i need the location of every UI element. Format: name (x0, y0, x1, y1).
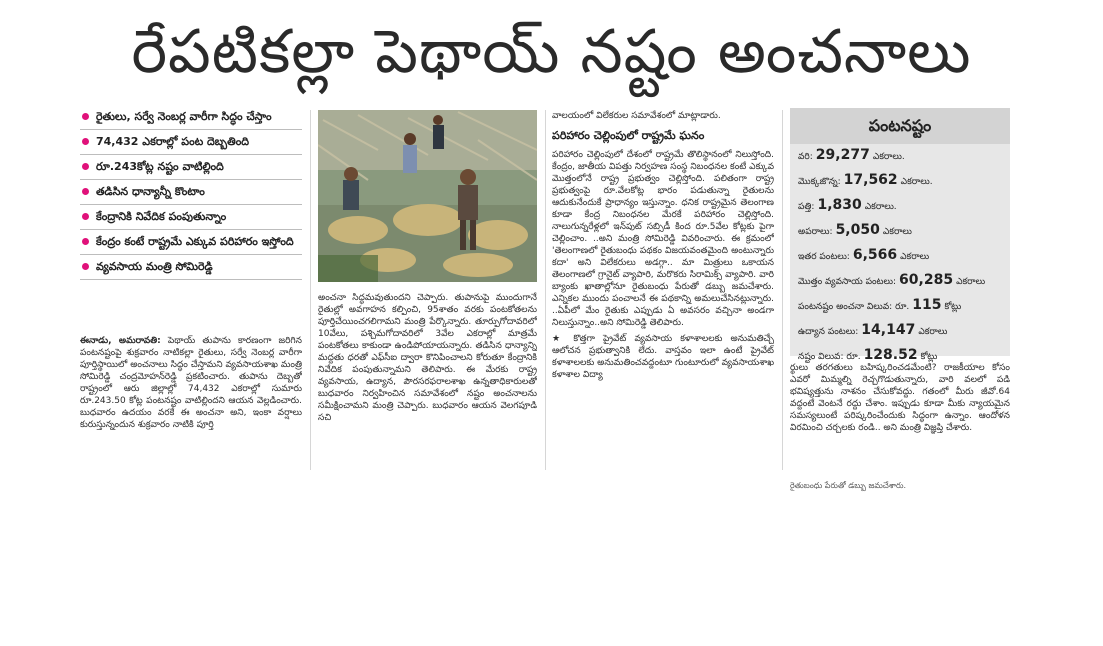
loss-unit: ఎకరాలు (918, 327, 948, 337)
loss-label: వరి: (798, 152, 813, 162)
highlight-text: తడిసిన ధాన్యాన్నీ కొంటాం (96, 185, 205, 198)
loss-row (790, 169, 1010, 194)
news-photo (318, 110, 537, 282)
column-footer-text: రైతుబంధు పేరుతో డబ్బు జమచేశారు. (790, 481, 907, 490)
subheading: పరిహారం చెల్లింపులో రాష్ట్రమే ఘనం (552, 129, 705, 142)
loss-label: పంటనష్టం అంచనా విలువ: రూ. (798, 302, 910, 312)
loss-unit: ఎకరాలు. (872, 152, 905, 162)
highlight-text: కేంద్రానికి నివేదిక పంపుతున్నాం (96, 210, 227, 223)
highlight-item (80, 230, 302, 255)
highlight-item (80, 180, 302, 205)
loss-label: మొక్కజొన్న: (798, 177, 841, 187)
column-divider (310, 110, 311, 470)
loss-row (790, 319, 1010, 344)
article-column-4: ర్థులు తరగతులు బహిష్కరించడమేంటి? రాజకీయాల కోసం ఎవరో మిమ్మల్ని రెచ్చగొడుతున్నారు, వారి వలలో పడి భవిష్యత్తును నాశనం చేసుకోవద్దు. గతంలో మీరు జీవో.64 వద్దంటే వెంటనే రద్దు చేశాం. ఇప్పుడు కూడా మీకు న్యాయమైన సమస్యలుంటే పరిష్కరించేందుకు సిద్ధంగా ఉన్నాం. ఆందోళన విరమించి చర్చలకు రండి.. అని మంత్రి విజ్ఞప్తి చేశారు. (790, 363, 1010, 433)
loss-label: నష్టం విలువ: రూ. (798, 352, 861, 362)
highlight-item (80, 105, 302, 130)
bullet-icon (82, 113, 89, 120)
loss-value: 29,277 (815, 147, 870, 163)
bullet-icon (82, 263, 89, 270)
loss-label: మొత్తం వ్యవసాయ పంటలు: (798, 277, 897, 287)
bullet-icon (82, 238, 89, 245)
loss-label: పత్తి: (798, 202, 815, 212)
article-column-1 (80, 335, 302, 470)
column-divider (782, 110, 783, 470)
loss-unit: కోట్లు (944, 302, 962, 312)
loss-label: ఉద్యాన పంటలు: (798, 327, 859, 337)
dateline: ఈనాడు, అమరావతి: (80, 336, 161, 346)
loss-unit: ఎకరాలు (900, 252, 930, 262)
loss-row (790, 219, 1010, 244)
loss-row (790, 269, 1010, 294)
highlights-list (80, 105, 302, 280)
loss-value: 17,562 (843, 172, 898, 188)
loss-row (790, 244, 1010, 269)
loss-value: 128.52 (863, 347, 918, 363)
article-text: పెథాయ్ తుపాను కారణంగా జరిగిన పంటనష్టంపై శుక్రవారం నాటికల్లా రైతులు, సర్వే నెంబర్ల వారీగా పూర్తిస్థాయిలో అంచనాలు సిద్ధం చేస్తామని వ్యవసాయశాఖ మంత్రి సోమిరెడ్డి చంద్రమోహన్‌రెడ్డి ప్రకటించారు. తుపాను దెబ్బతో రాష్ట్రంలో ఆరు జిల్లాల్లో 74,432 ఎకరాల్లో సుమారు రూ.243.50 కోట్ల పంటనష్టం వాటిల్లిందని ఆయన వెల్లడించారు. బుధవారం ఉదయం వరకే ఈ అంచనా అని, ఇంకా వర్షాలు కురుస్తున్నందున శుక్రవారం నాటికి పూర్తి (80, 336, 302, 430)
farmers-paddy-photo (318, 110, 537, 282)
loss-value: 14,147 (861, 322, 916, 338)
loss-value: 115 (912, 297, 942, 313)
highlight-text: రైతులు, సర్వే నెంబర్ల వారీగా సిద్ధం చేస్తాం (96, 110, 272, 123)
bullet-icon (82, 163, 89, 170)
bullet-icon (82, 213, 89, 220)
highlight-item (80, 255, 302, 280)
crop-loss-box (790, 108, 1010, 363)
article-text: పరిహారం చెల్లింపులో దేశంలో రాష్ట్రమే తొలిస్థానంలో నిలుస్తోంది. కేంద్రం, జాతీయ విపత్తు నిర్వహణ సంస్థ నిబంధనల కంటే ఎక్కువ మొత్తంలోనే రాష్ట్ర ప్రభుత్వం చెల్లిస్తోంది. పలితంగా రాష్ట్ర ప్రభుత్వంపై రూ.వేలకోట్ల భారం పడుతున్నా రైతులను ఆదుకునేందుకే ప్రాధాన్యం ఇస్తున్నాం. ధనిక రాష్ట్రమైన తెలంగాణ కూడా కేంద్ర నిబంధనల మేరకే పరిహారం చెల్లిస్తోంది. నాలుగున్నరేళ్లలో ఇన్‌పుట్ సబ్సిడీ కింద రూ.5వేల కోట్లకు పైగా చెల్లించాం. ..అని మంత్రి సోమిరెడ్డి వివరించారు. ఈ క్రమంలో 'తెలంగాణలో రైతుబంధు పథకం విజయవంతమైంది అంటున్నారు కదా' అని విలేకరులు అడగ్గా.. మా మిత్రులు ఒకాయన తెలంగాణలో గ్రానైట్ వ్యాపారి, మరొకరు సిరామిక్స్ వ్యాపారి. వారి బ్యాంకు ఖాతాల్లోనూ రైతుబంధు పేరుతో డబ్బు జమచేశారు. ఎన్నికల ముందు పంచాలనే ఈ పథకాన్ని అమలుచేసినట్లున్నారు. ..ఏపీలో మేం రైతుకు ఎప్పుడు ఏ అవసరం వచ్చినా అండగా నిలుస్తున్నాం..అని సోమిరెడ్డి తెలిపారు. (552, 150, 774, 328)
bullet-icon (82, 138, 89, 145)
loss-unit: ఎకరాలు. (900, 177, 933, 187)
loss-row (790, 144, 1010, 169)
loss-unit: ఎకరాలు (956, 277, 986, 287)
loss-unit: ఎకరాలు. (864, 202, 897, 212)
loss-unit: ఎకరాలు (882, 227, 912, 237)
highlight-text: కేంద్రం కంటే రాష్ట్రమే ఎక్కువ పరిహారం ఇస్తోంది (96, 235, 294, 248)
box-title: పంటనష్టం (790, 108, 1010, 144)
loss-row (790, 294, 1010, 319)
loss-label: ఇతర పంటలు: (798, 252, 850, 262)
loss-value: 5,050 (835, 222, 880, 238)
highlight-item (80, 205, 302, 230)
article-text: వాలయంలో విలేకరుల సమావేశంలో మాట్లాడారు. (552, 111, 721, 121)
article-text: ★ కొత్తగా ప్రైవేట్ వ్యవసాయ కళాశాలలకు అనుమతిచ్చే ఆలోచన ప్రభుత్వానికి లేదు. వాస్తవం ఇలా ఉంటే ప్రైవేట్ కళాశాలలకు అనుమతించవద్దంటూ గుంటూరులో వ్యవసాయశాఖ కళాశాల విద్యా (552, 334, 774, 380)
bullet-icon (82, 188, 89, 195)
headline: రేపటికల్లా పెథాయ్ నష్టం అంచనాలు (131, 17, 972, 87)
highlight-item (80, 155, 302, 180)
loss-value: 1,830 (817, 197, 862, 213)
article-column-2: అంచనా సిద్ధమవుతుందని చెప్పారు. తుపానుపై ముందుగానే రైతుల్లో అవగాహన కల్పించి, 95శాతం వరకు పంటకోతలను పూర్తిచేయించగలిగామని మంత్రి పేర్కొన్నారు. తూర్పుగోదావరిలో 10వేలు, పశ్చిమగోదావరిలో 3వేల ఎకరాల్లో మాత్రమే పంటకోతలు కాకుండా ఉండిపోయాయన్నారు. తడిసిన ధాన్యాన్ని మద్దతు ధరతో ఎఫ్‌సీఐ ద్వారా కొనిపించాలని కోరుతూ కేంద్రానికి నివేదిక పంపుతున్నామని తెలిపారు. ఈ మేరకు రాష్ట్ర వ్యవసాయ, ఉద్యాన, పౌరసరఫరాలశాఖ ఉన్నతాధికారులతో బుధవారం నిర్వహించిన సమావేశంలో నష్టం అంచనాలను సమీక్షించామని మంత్రి చెప్పారు. బుధవారం ఆయన వెలగపూడి సచి (318, 293, 537, 423)
loss-value: 6,566 (852, 247, 898, 263)
loss-unit: కోట్లు (920, 352, 938, 362)
highlight-text: రూ.243కోట్ల నష్టం వాటిల్లింది (96, 160, 224, 173)
loss-row (790, 194, 1010, 219)
highlight-text: 74,432 ఎకరాల్లో పంట దెబ్బతింది (96, 135, 250, 148)
article-column-3 (552, 110, 774, 470)
highlight-text: వ్యవసాయ మంత్రి సోమిరెడ్డి (96, 260, 213, 273)
highlight-item (80, 130, 302, 155)
column-divider (545, 110, 546, 470)
loss-label: అపరాలు: (798, 227, 833, 237)
loss-value: 60,285 (899, 272, 954, 288)
